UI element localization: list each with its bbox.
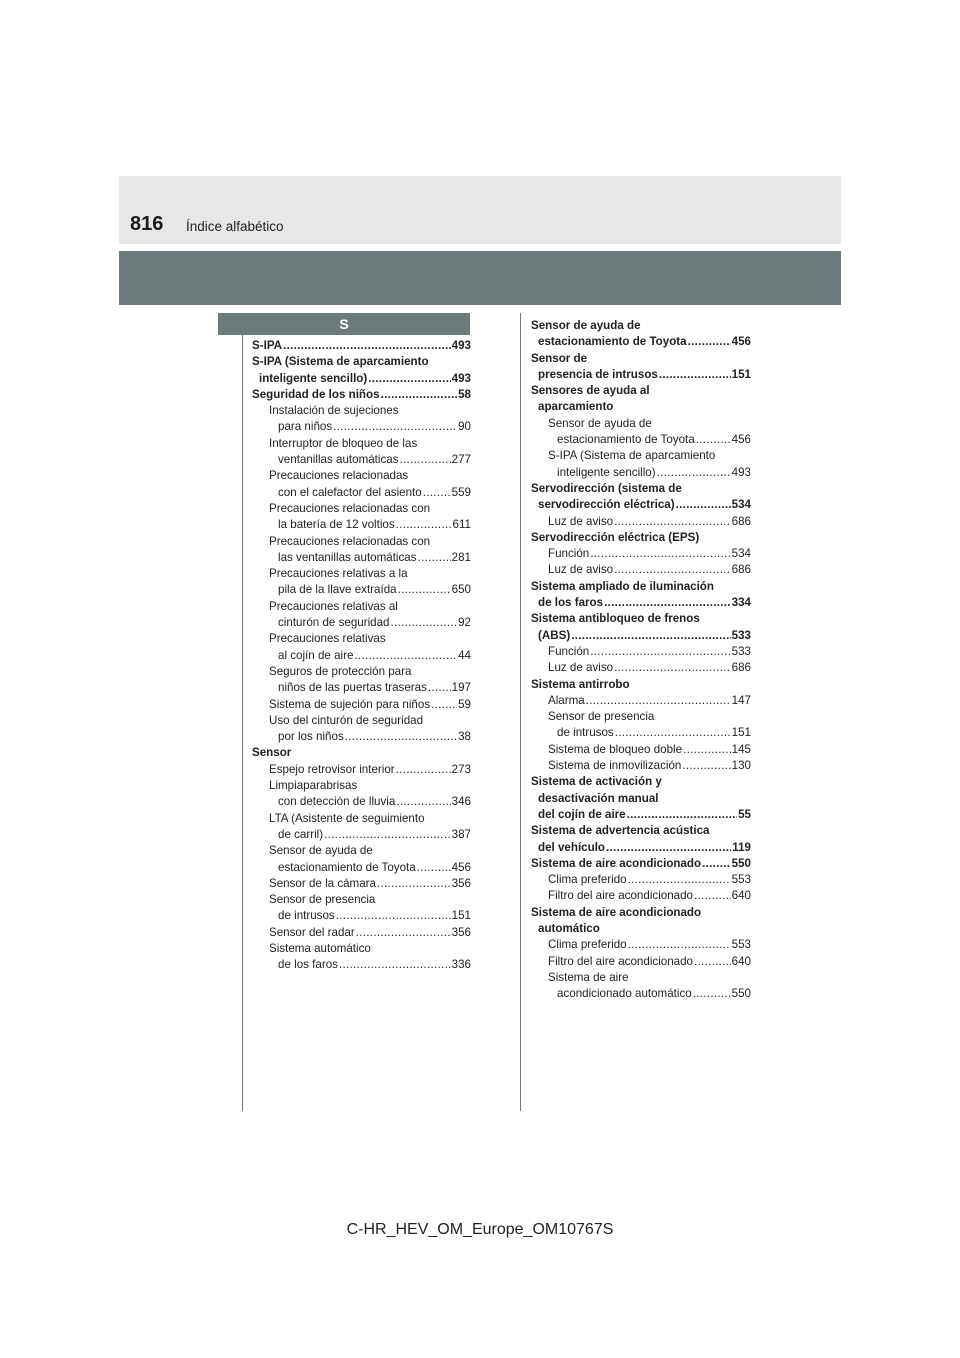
index-entry-page: 119 [732,840,751,854]
dot-leader [614,562,731,578]
index-entry [252,566,471,582]
index-entry-page: 356 [451,876,471,890]
index-entry-text: Precauciones relacionadas con [269,534,431,548]
index-entry [252,876,471,892]
index-entry-page: 550 [731,856,751,870]
dot-leader [339,957,451,973]
index-entry-text: Precauciones relacionadas con [269,501,431,515]
index-entry-text: S-IPA (Sistema de aparcamiento [548,449,716,463]
index-entry-text: de intrusos [557,726,614,740]
index-column-left [252,338,471,974]
dot-leader [336,908,451,924]
index-entry [531,725,751,741]
index-entry-text: Sistema de aire acondicionado [531,905,702,919]
index-entry [531,954,751,970]
index-entry-page: 534 [731,498,751,512]
index-entry-text: de intrusos [278,909,335,923]
index-entry-text: LTA (Asistente de seguimiento [269,811,425,825]
index-entry-text: acondicionado automático [557,987,692,1001]
index-entry [531,677,751,693]
dot-leader [702,856,731,872]
index-entry [252,957,471,973]
dot-leader [398,582,451,598]
index-entry [531,905,751,921]
index-entry-text: Sensor [252,746,292,760]
index-entry-page: 493 [451,371,471,385]
index-entry-text: S-IPA [252,339,283,352]
index-entry [531,823,751,839]
index-entry-text: S-IPA (Sistema de aparcamiento [252,355,429,369]
index-entry-page: 493 [731,465,751,479]
index-entry-page: 334 [731,596,751,610]
index-entry-page: 553 [731,873,751,887]
index-entry [531,937,751,953]
index-entry-text: al cojín de aire [278,648,354,662]
index-entry [252,371,471,387]
index-entry [252,354,471,370]
index-letter-tab: S [218,313,470,335]
column-divider-right [520,313,521,1111]
index-entry-page: 559 [451,485,471,499]
index-entry-text: Luz de aviso [548,661,614,675]
document-footer: C-HR_HEV_OM_Europe_OM10767S [346,1221,614,1238]
index-entry-page: 197 [451,681,471,695]
index-entry [252,778,471,794]
dot-leader [606,840,731,856]
index-entry [252,387,471,403]
index-entry [252,534,471,550]
index-entry-page: 59 [458,697,471,711]
index-entry [531,774,751,790]
index-entry-text: Sistema de inmovilización [548,759,682,773]
index-entry [531,383,751,399]
index-entry-text: desactivación manual [538,791,659,805]
index-entry [252,664,471,680]
index-entry-page: 356 [451,925,471,939]
dot-leader [628,872,731,888]
index-entry [531,432,751,448]
index-entry [252,468,471,484]
index-entry [252,680,471,696]
index-entry [252,908,471,924]
index-entry-page: 151 [731,726,751,740]
index-entry [531,546,751,562]
index-entry-text: (ABS) [538,628,571,642]
index-entry [531,497,751,513]
index-entry [252,860,471,876]
index-entry [531,367,751,383]
index-entry [252,843,471,859]
dot-leader [682,758,730,774]
index-entry-text: las ventanillas automáticas [278,550,417,564]
index-entry [252,485,471,501]
index-entry-page: 346 [451,795,471,809]
dot-leader [590,546,730,562]
index-entry-text: Sensor de ayuda de [548,416,652,430]
index-entry [531,611,751,627]
index-entry-text: con el calefactor del asiento [278,485,422,499]
dot-leader [688,334,731,350]
index-entry-text: Interruptor de bloqueo de las [269,436,418,450]
index-entry-text: Precauciones relativas [269,632,386,646]
index-entry [252,827,471,843]
index-entry-text: Clima preferido [548,938,627,952]
dot-leader [615,725,731,741]
index-entry-page: 611 [452,518,471,532]
index-entry-text: Luz de aviso [548,514,614,528]
index-entry-page: 147 [731,693,751,707]
index-entry-page: 533 [731,644,751,658]
index-entry-text: Seguridad de los niños [252,387,380,401]
index-entry-page: 281 [451,550,471,564]
index-entry [252,550,471,566]
dot-leader [696,432,731,448]
dot-leader [396,794,450,810]
index-entry [531,318,751,334]
index-entry-text: Sensores de ayuda al [531,384,650,398]
index-entry [252,745,471,761]
index-entry-text: Precauciones relativas a la [269,567,408,581]
index-entry-page: 550 [731,987,751,1001]
index-entry [531,807,751,823]
index-entry-text: Uso del cinturón de seguridad [269,713,424,727]
index-entry-text: Seguros de protección para [269,664,412,678]
index-entry-text: estacionamiento de Toyota [538,335,687,349]
index-entry [531,644,751,660]
index-entry-text: la batería de 12 voltios [278,518,395,532]
index-entry [531,840,751,856]
index-entry-page: 277 [451,453,471,467]
dot-leader [693,986,731,1002]
index-entry-page: 44 [458,648,471,662]
index-entry-page: 493 [451,339,471,352]
dot-leader [676,497,731,513]
index-entry-page: 336 [451,958,471,972]
index-entry [531,562,751,578]
index-entry-page: 686 [731,661,751,675]
index-entry [252,648,471,664]
index-entry [252,631,471,647]
index-entry-text: presencia de intrusos [538,367,658,381]
dot-leader [396,517,452,533]
index-entry-text: Alarma [548,693,585,707]
index-entry [531,791,751,807]
index-entry-text: Sistema de bloqueo doble [548,742,683,756]
index-entry-text: Precauciones relativas al [269,599,398,613]
index-entry [252,436,471,452]
index-entry-text: inteligente sencillo) [259,371,368,385]
dot-leader [324,827,451,843]
index-entry-text: de carril) [278,827,324,841]
index-entry [252,892,471,908]
header-dark-band [119,251,841,305]
dot-leader [694,888,731,904]
index-entry-page: 686 [731,563,751,577]
dot-leader [628,937,731,953]
dot-leader [345,729,457,745]
dot-leader [423,485,451,501]
index-entry [531,448,751,464]
page-number: 816 [130,213,164,235]
index-entry-page: 456 [731,433,751,447]
index-entry [531,693,751,709]
index-entry-text: Precauciones relacionadas [269,469,409,483]
index-entry-text: niños de las puertas traseras [278,681,427,695]
index-entry [252,941,471,957]
index-entry-page: 533 [731,628,751,642]
index-column-right [531,318,751,1002]
dot-leader [377,876,451,892]
index-entry-text: Filtro del aire acondicionado [548,889,694,903]
index-entry [252,582,471,598]
dot-leader [283,338,451,354]
index-entry [252,419,471,435]
dot-leader [418,550,451,566]
index-entry-text: Función [548,644,590,658]
index-entry-text: cinturón de seguridad [278,616,390,630]
index-entry-page: 92 [458,616,471,630]
index-entry-text: Sistema antibloqueo de frenos [531,612,700,626]
index-entry-page: 58 [458,387,471,401]
index-entry [252,615,471,631]
index-entry-page: 640 [731,889,751,903]
dot-leader [571,628,730,644]
index-entry-text: Sensor de ayuda de [531,319,641,332]
index-entry-page: 151 [731,367,751,381]
index-entry-text: pila de la llave extraída [278,583,397,597]
index-entry [531,399,751,415]
section-title: Índice alfabético [186,219,284,234]
index-entry [252,729,471,745]
index-entry [252,794,471,810]
dot-leader [657,465,731,481]
index-entry-text: Limpiaparabrisas [269,779,358,793]
dot-leader [694,954,731,970]
index-entry [252,403,471,419]
index-entry-page: 38 [458,730,471,744]
column-divider-left [242,335,243,1111]
dot-leader [627,807,737,823]
dot-leader [391,615,458,631]
index-entry-text: Instalación de sujeciones [269,404,399,418]
index-entry-text: de los faros [278,958,338,972]
index-entry-text: Luz de aviso [548,563,614,577]
index-entry-text: Sensor de ayuda de [269,844,373,858]
dot-leader [659,367,731,383]
index-entry [252,925,471,941]
index-entry [531,628,751,644]
dot-leader [333,419,457,435]
index-entry [531,465,751,481]
index-entry-text: Sistema automático [269,941,371,955]
dot-leader [368,371,450,387]
index-entry-text: Sistema de activación y [531,775,662,789]
index-entry [531,514,751,530]
index-entry-text: Sensor de [531,351,588,365]
index-entry-page: 456 [451,860,471,874]
index-entry [531,595,751,611]
index-entry-page: 387 [451,827,471,841]
index-entry [531,416,751,432]
index-entry-text: ventanillas automáticas [278,453,399,467]
index-entry-page: 145 [731,742,751,756]
index-entry-text: Sistema de advertencia acústica [531,824,710,838]
dot-leader [354,648,457,664]
index-entry-text: Espejo retrovisor interior [269,762,395,776]
index-entry [531,888,751,904]
dot-leader [400,452,451,468]
dot-leader [396,762,451,778]
dot-leader [381,387,458,403]
index-entry-page: 534 [731,547,751,561]
index-entry [531,758,751,774]
index-entry-text: Sensor de presencia [269,893,376,907]
index-entry-page: 686 [731,514,751,528]
index-entry [252,501,471,517]
index-entry-text: Sistema de sujeción para niños [269,697,431,711]
index-entry-page: 553 [731,938,751,952]
index-entry [531,742,751,758]
index-entry [531,872,751,888]
index-entry-text: Servodirección (sistema de [531,481,682,495]
dot-leader [604,595,731,611]
index-entry [531,856,751,872]
index-entry-page: 650 [451,583,471,597]
index-entry [252,762,471,778]
index-entry-text: Sensor de presencia [548,710,655,724]
index-entry [531,334,751,350]
index-entry-page: 90 [458,420,471,434]
index-entry [252,713,471,729]
index-entry-text: servodirección eléctrica) [538,498,675,512]
index-entry [531,970,751,986]
dot-leader [614,660,731,676]
index-entry [252,517,471,533]
index-entry [252,599,471,615]
index-entry [531,660,751,676]
index-entry-text: estacionamiento de Toyota [557,433,695,447]
index-entry-text: Clima preferido [548,873,627,887]
dot-leader [586,693,731,709]
dot-leader [431,697,457,713]
index-entry-page: 151 [451,909,471,923]
index-entry [531,709,751,725]
index-entry [531,921,751,937]
index-entry-text: estacionamiento de Toyota [278,860,416,874]
index-entry [531,530,751,546]
index-entry-text: con detección de lluvia [278,795,396,809]
index-entry-page: 273 [451,762,471,776]
index-entry [531,481,751,497]
index-entry-text: por los niños [278,730,344,744]
dot-leader [417,860,451,876]
index-entry [252,811,471,827]
index-entry-text: Sensor de la cámara [269,876,376,890]
index-entry-text: Sistema de aire [548,970,629,984]
index-entry-text: Sistema de aire acondicionado [531,856,702,870]
index-entry [531,579,751,595]
index-entry-page: 640 [731,954,751,968]
index-entry-text: Filtro del aire acondicionado [548,954,694,968]
index-entry-text: Sistema ampliado de iluminación [531,579,714,593]
index-entry-text: Sistema antirrobo [531,677,630,691]
index-entry-text: para niños [278,420,333,434]
index-entry-text: aparcamiento [538,400,614,414]
index-entry-page: 456 [731,335,751,349]
index-entry [252,697,471,713]
index-entry [531,986,751,1002]
index-entry-text: Función [548,547,590,561]
dot-leader [428,680,451,696]
index-entry-page: 130 [731,759,751,773]
index-entry-text: de los faros [538,596,604,610]
index-entry-text: del cojín de aire [538,807,626,821]
index-entry [531,351,751,367]
index-entry-text: Servodirección eléctrica (EPS) [531,530,700,544]
index-entry-text: Sensor del radar [269,925,355,939]
index-entry [252,338,471,354]
index-entry-page: 55 [738,807,751,821]
dot-leader [590,644,730,660]
index-entry-text: automático [538,921,600,935]
dot-leader [683,742,731,758]
index-entry [252,452,471,468]
dot-leader [356,925,451,941]
index-entry-text: inteligente sencillo) [557,465,656,479]
index-entry-text: del vehículo [538,840,606,854]
dot-leader [614,514,731,530]
